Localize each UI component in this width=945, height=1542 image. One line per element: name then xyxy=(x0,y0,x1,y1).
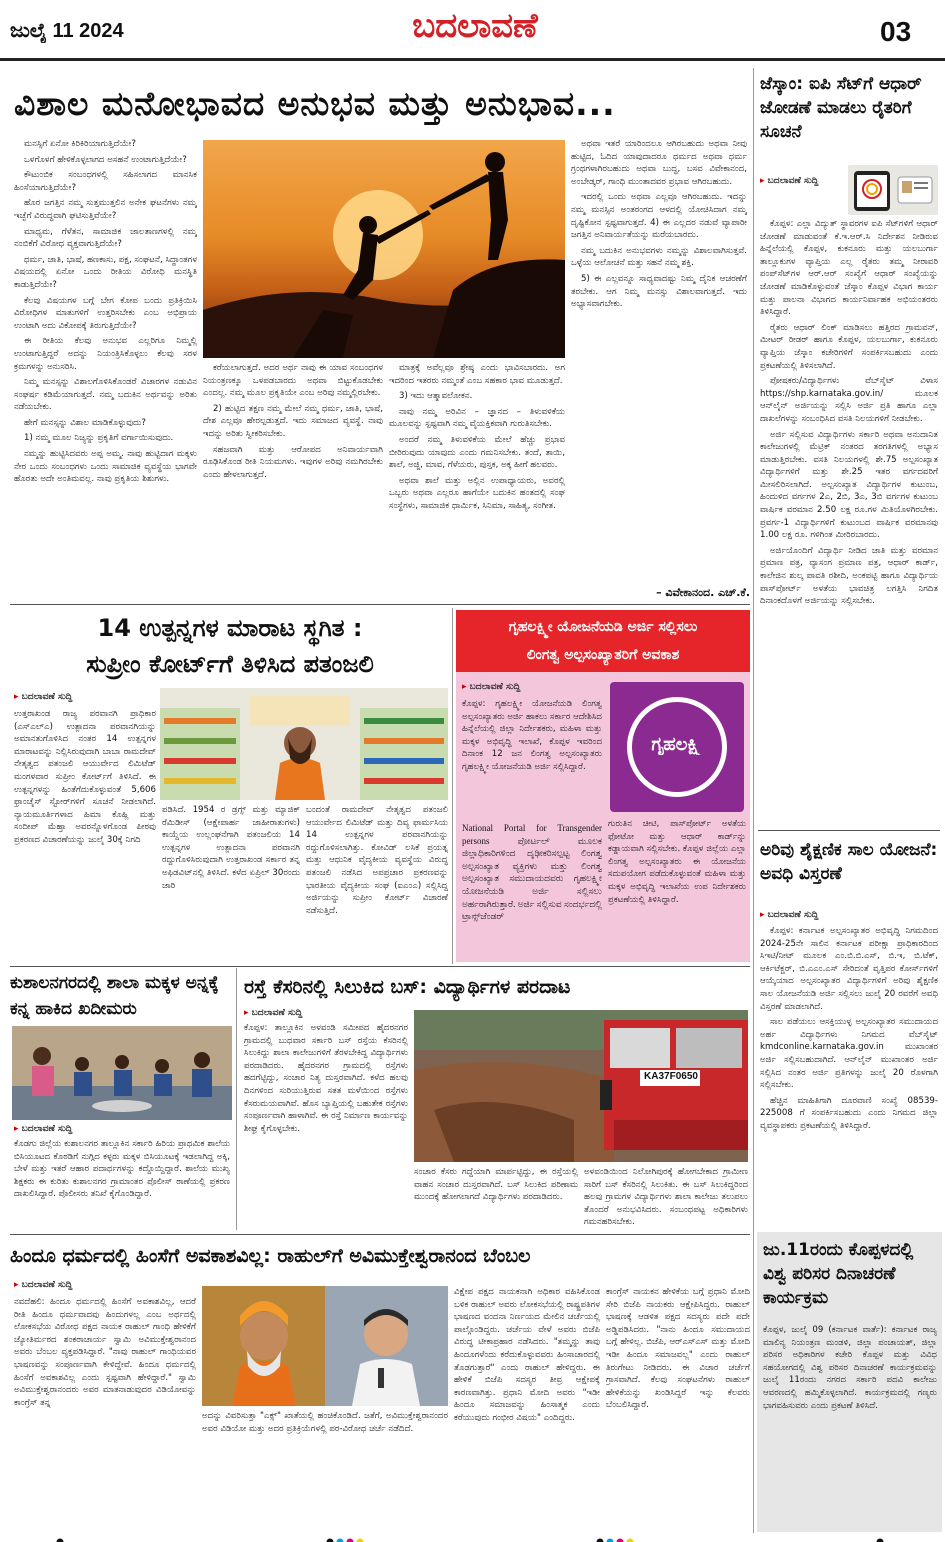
bus-byline: ▸ ಬದಲಾವಣೆ ಸುದ್ದಿ xyxy=(244,1008,394,1018)
bus-number-plate: KA37F0650 xyxy=(644,1071,698,1082)
bus-col1: ಕೊಪ್ಪಳ: ತಾಲ್ಲೂಕಿನ ಅಳವಂಡಿ ಸಮೀಪದ ಹೈದರನಗರ ಗ್ರಾಮದಲ್ಲಿ ಬುಧವಾರ ಸರ್ಕಾರಿ ಬಸ್ ರಸ್ತೆಯ ಕೆಸರಿನಲ್ಲಿ ಸಿಲುಕಿದ್ದು ಶಾಲಾ ಕಾಲೇಜುಗಳಿಗೆ ತೆರಳಬೇಕಿದ್ದ ವಿದ್ಯಾರ್ಥಿಗಳು ಪರದಾಡಿದರು. ಹೈದರನಗರ ಗ್ರಾಮದಲ್ಲಿ ರಸ್ತೆಗಳು ಹದಗೆಟ್ಟಿದ್ದು, ಸಂಚಾರ ನಿತ್ಯ ದುಸ್ತರವಾಗಿದೆ. ಕಳೆದ ಹಲವು ದಿನಗಳಿಂದ ಸುರಿಯುತ್ತಿರುವ ಸತತ ಮಳೆಯಿಂದ ರಸ್ತೆಗಳು ಕೆಸರುಮಯವಾಗಿವೆ. ಹೊಸ ಬ್ಯಾಪ್ತಿಯಲ್ಲಿ ಬಹುತೇಕ ರಸ್ತೆಗಳು ಸಂಪೂರ್ಣವಾಗಿ ಹಾಳಾಗಿವೆ. ಈ ರಸ್ತೆ ನಿರ್ಮಾಣ ಕಾರ್ಯವನ್ನು ಶೀಘ್ರ ಕೈಗೊಳ್ಳಬೇಕು. xyxy=(244,1023,408,1134)
bus-headline: ರಸ್ತೆ ಕೆಸರಿನಲ್ಲಿ ಸಿಲುಕಿದ ಬಸ್: ವಿದ್ಯಾರ್ಥಿಗಳ ಪರದಾಟ xyxy=(244,976,571,998)
rahul-col2: ವಿಕ್ಷೇಪ ಪಕ್ಷದ ನಾಯಕನಾಗಿ ಅಧಿಕಾರ ವಹಿಸಿಕೊಂಡ ಬಳಿಕ ರಾಹುಲ್ ಅವರು ಲೋಕಸಭೆಯಲ್ಲಿ ರಾಷ್ಟ್ರಪತಿಗಳ ಭಾಷಣದ ವಂದನಾ ನಿರ್ಣಯದ ಮೇಲಿನ ಚರ್ಚೆಯಲ್ಲಿ ಪಾಲ್ಗೊಂಡಿದ್ದರು. ಚರ್ಚೆಯ ವೇಳೆ ಅವರು ಬಿಜೆಪಿ ವಿರುದ್ಧ ಟೀಕಾಪ್ರಹಾರ ನಡೆಸಿದರು. "ತಮ್ಮನ್ನು ತಾವು ಹಿಂದೂಗಳೆಂದು ಕರೆದುಕೊಳ್ಳುವವರು ಹಿಂಸಾಚಾರದಲ್ಲಿ ತೊಡಗುತ್ತಾರೆ" ಎಂದು ರಾಹುಲ್ ಹೇಳಿದ್ದರು. ಈ ಹೇಳಿಕೆ ಬಿಜೆಪಿ ಸದಸ್ಯರ ತೀವ್ರ ಆಕ್ಷೇಪಕ್ಕೆ ಕಾರಣವಾಗಿತ್ತು. ಪ್ರಧಾನಿ ಮೋದಿ ಅವರು "ಇಡೀ ಹಿಂದೂ ಸಮಾಜವನ್ನು ಹಿಂಸಾತ್ಮಕ ಎಂದು ಕರೆಯುವುದು ಗಂಭೀರ ವಿಷಯ" ಎಂದಿದ್ದರು. xyxy=(454,1287,600,1423)
rahul-headline: ಹಿಂದೂ ಧರ್ಮದಲ್ಲಿ ಹಿಂಸೆಗೆ ಅವಕಾಶವಿಲ್ಲ: ರಾಹುಲ್‌ಗೆ ಅವಿಮುಕ್ತೇಶ್ವರಾನಂದ ಬೆಂಬಲ xyxy=(10,1245,531,1267)
masthead-rule xyxy=(0,58,945,61)
gruhalakshmi-banner: ಗೃಹಲಕ್ಷ್ಮೀ ಯೋಜನೆಯಡಿ ಅರ್ಜಿ ಸಲ್ಲಿಸಲು ಲಿಂಗತ್ವ ಅಲ್ಪಸಂಖ್ಯಾತರಿಗೆ ಅವಕಾಶ xyxy=(456,610,750,672)
column-rule-kushalnagar xyxy=(236,968,237,1230)
column-rule-patanjali xyxy=(452,608,453,964)
bus-photo xyxy=(414,1010,748,1162)
section-divider-1 xyxy=(10,604,750,605)
section-divider-3 xyxy=(10,1234,750,1235)
sidebar-divider-1 xyxy=(758,830,940,831)
masthead xyxy=(0,0,945,64)
kushalnagar-byline: ▸ ಬದಲಾವಣೆ ಸುದ್ದಿ xyxy=(14,1124,154,1134)
sidebar2-byline: ▸ ಬದಲಾವಣೆ ಸುದ್ದಿ xyxy=(760,910,910,920)
sidebar3-headline: ಜು.11ರಂದು ಕೊಪ್ಪಳದಲ್ಲಿ ವಿಶ್ವ ಪರಿಸರ ದಿನಾಚರಣೆ ಕಾರ್ಯಕ್ರಮ xyxy=(763,1240,914,1308)
sidebar1-headline: ಜೆಸ್ಕಾಂ: ಐಪಿ ಸೆಟ್‌ಗೆ ಆಧಾರ್ ಜೋಡಣೆ ಮಾಡಲು ರೈತರಿಗೆ ಸೂಚನೆ xyxy=(760,74,922,142)
bus-col2: ಸಂಚಾರ ಕೆಸರು ಗದ್ದೆಯಾಗಿ ಮಾರ್ಪಟ್ಟಿದ್ದು, ಈ ರಸ್ತೆಯಲ್ಲಿ ವಾಹನ ಸಂಚಾರ ದುಸ್ತರವಾಗಿದೆ. ಬಸ್ ಸಿಲುಕಿದ ಪರಿಣಾಮ ಮುಂದಕ್ಕೆ ಹೋಗಲಾಗದೆ ವಿದ್ಯಾರ್ಥಿಗಳು ಪರದಾಡಿದರು. xyxy=(414,1167,578,1203)
main-article-col1: ಮನಸ್ಸಿಗೆ ಏನೋ ಕಿರಿಕಿರಿಯಾಗುತ್ತಿದೆಯೇ? ಒಳಗೊಳಗೆ ಹೇಳಿಕೊಳ್ಳಲಾಗದ ಅಸಹನೆ ಉಂಟಾಗುತ್ತಿದೆಯೇ? ಕೌಟುಂಬಿಕ ಸಂಬಂಧಗಳಲ್ಲಿ ಸಹಿಸಲಾಗದ ಮಾನಸಿಕ ಹಿಂಸೆಯಾಗುತ್ತಿದೆಯೇ? ಹೊರ ಜಗತ್ತಿನ ನಮ್ಮ ಸುತ್ತಮುತ್ತಲಿನ ಅನೇಕ ಘಟನೆಗಳು ನಮ್ಮ ಇಚ್ಛೆಗೆ ವಿರುದ್ಧವಾಗಿ ಘಟಿಸುತ್ತಿವೆಯೇ? ಮಾಧ್ಯಮ, ಗೆಳೆತನ, ಸಾಮಾಜಿಕ ಜಾಲತಾಣಗಳಲ್ಲಿ ನಮ್ಮ ನಂಬಿಕೆಗೆ ವಿರೋಧ ವ್ಯಕ್ತವಾಗುತ್ತಿದೆಯೇ? ಧರ್ಮ, ಜಾತಿ, ಭಾಷೆ, ಹಣಕಾಸು, ಪಕ್ಷ, ಸಂಘಟನೆ, ಸಿದ್ಧಾಂತಗಳ ವಿಷಯದಲ್ಲಿ ಏನೋ ಒಂದು ರೀತಿಯ ವಿರೋಧಿ ಮನಸ್ಥಿತಿ ಕಾಡುತ್ತಿದೆಯೇ? ಕೆಲವು ವಿಷಯಗಳ ಬಗ್ಗೆ ಬೇಗ ಕೋಪ ಬಂದು ಪ್ರತಿಕ್ರಿಯಿಸಿ ವಿರೋಧಿಗಳ ಮಾತುಗಳಿಗೆ ಉತ್ತರಿಸಬೇಕು ಎಂಬ ಅಭಿಪ್ರಾಯ ಉಂಟಾಗಿ ಅದು ವಿಕೋಪಕ್ಕೆ ತಿರುಗುತ್ತಿದೆಯೇ? ಈ ರೀತಿಯ ಕೆಲವು ಅನುಭವ ಎಲ್ಲರಿಗೂ ನಿಮ್ಮಲ್ಲಿ ಉಂಟಾಗುತ್ತಿದ್ದರೆ ಅದನ್ನು ನಿಯಂತ್ರಿಸಿಕೊಳ್ಳಲು ಕೆಲವು ಸರಳ ಕ್ರಮಗಳನ್ನು ಅನುಸರಿಸಿ. ನಿಮ್ಮ ಮನಸ್ಸನ್ನು ವಿಶಾಲಗೊಳಿಸಿಕೊಂಡರೆ ವಿಚಾರಗಳ ನಡುವಿನ ಸಂಘರ್ಷ ಕಡಿಮೆಯಾಗುತ್ತದೆ. ನಮ್ಮ ಬದುಕಿನ ಅರ್ಥವನ್ನು ಅರಿತು ನಡೆಯಬೇಕು. ಹೇಗೆ ಮನಸ್ಸನ್ನು ವಿಶಾಲ ಮಾಡಿಕೊಳ್ಳುವುದು? 1) ನಮ್ಮ ಮೂಲ ನಿಜ್ಯನ್ನು ಪ್ರಕೃತಿಗೆ ವರ್ಗಾಯಿಸುವುದು. ನಮ್ಮನ್ನು ಹುಟ್ಟಿಸಿದವರು ಅಪ್ಪ ಅಮ್ಮ. ನಾವು ಹುಟ್ಟಿದಾಗ ಮಕ್ಕಳು ನೇರ ಒಂದು ಸಂಬಂಧಗಳು ಒಂದು ಸಾಮಾಜಿಕ ವ್ಯವಸ್ಥೆಯ ಭಾಗವೇ ಹೊರತು ಅದೇ ಅಂತಿಮವಲ್ಲ. ನಾವು ಪ್ರಕೃತಿಯ ಶಿಶುಗಳು. xyxy=(14,139,197,485)
gruhalakshmi-body2: National Portal for Transgender persons ಪೋರ್ಟಲ್ ಮೂಲಕ ಜಿಲ್ಲಾಧಿಕಾರಿಗಳಿಂದ ದೃಢೀಕರಿಸಲ್ಪಟ್ಟ ಲಿಂಗತ್ವ ಅಲ್ಪಸಂಖ್ಯಾತ ವ್ಯಕ್ತಿಗಳು ಮತ್ತು ಲಿಂಗತ್ವ ಅಲ್ಪಸಂಖ್ಯಾತ ಸಮುದಾಯದವರು ಗೃಹಲಕ್ಷ್ಮೀ ಯೋಜನೆಯಡಿ ಅರ್ಜಿ ಸಲ್ಲಿಸಲು ಅರ್ಹರಾಗಿರುತ್ತಾರೆ. ಅರ್ಜಿ ಸಲ್ಲಿಸುವ ಸಂದರ್ಭದಲ್ಲಿ ಟ್ರಾನ್ಸ್‌ಜೆಂಡರ್ xyxy=(462,823,602,922)
kushalnagar-body: ಕೊಡಗು ಜಿಲ್ಲೆಯ ಕುಶಾಲನಗರ ತಾಲ್ಲೂಕಿನ ಸರ್ಕಾರಿ ಹಿರಿಯ ಪ್ರಾಥಮಿಕ ಶಾಲೆಯ ಬಿಸಿಯೂಟದ ಕೊಠಡಿಗೆ ನುಗ್ಗಿದ ಕಳ್ಳರು ಮಕ್ಕಳ ಬಿಸಿಯೂಟಕ್ಕೆ ಇಡಲಾಗಿದ್ದ ಅಕ್ಕಿ, ಬೇಳೆ ಮತ್ತು ಇತರೆ ಆಹಾರ ಪದಾರ್ಥಗಳನ್ನು ಕದ್ದೊಯ್ದಿದ್ದಾರೆ. ಶಾಲೆಯ ಮುಖ್ಯ ಶಿಕ್ಷಕರು ಈ ಕುರಿತು ಕುಶಾಲನಗರ ಗ್ರಾಮಾಂತರ ಪೊಲೀಸ್ ಠಾಣೆಯಲ್ಲಿ ಪ್ರಕರಣ ದಾಖಲಿಸಿದ್ದಾರೆ. ಪೊಲೀಸರು ತನಿಖೆ ಕೈಗೊಂಡಿದ್ದಾರೆ. xyxy=(14,1139,230,1200)
main-article-col3: ಮಾತ್ರಕ್ಕೆ ಅವೆಲ್ಲವೂ ಶ್ರೇಷ್ಠ ಎಂದು ಭಾವಿಸಬಾರದು. ಅಗ ಇದರಿಂದ ಇತರರು ನಮ್ಮಂತೆ ಎಂಬ ಸಹಕಾರ ಭಾವ ಮೂಡುತ್ತದೆ. 3) ಇದು ಆತ್ಮಾವಲೋಕನ. ನಾವು ನಮ್ಮ ಅರಿವಿನ – ಜ್ಞಾನದ – ತಿಳುವಳಿಕೆಯ ಮೂಲವನ್ನು ಸ್ಪಷ್ಟವಾಗಿ ನಮ್ಮ ವೈಯಕ್ತಿಕವಾಗಿ ಗುರುತಿಸಬೇಕು. ಅಂದರೆ ನಮ್ಮ ತಿಳುವಳಿಕೆಯ ಮೇಲೆ ಹೆಚ್ಚು ಪ್ರಭಾವ ಬೀರಿರುವುದು ಯಾವುದು ಎಂದು ಗಮನಿಸಬೇಕು. ತಂದೆ, ತಾಯಿ, ಶಾಲೆ, ಅಜ್ಜಿ, ಮಾವ, ಗೆಳೆಯರು, ಪುಸ್ತಕ, ಅಕ್ಕ ಹೀಗೆ ಹಲವರು. ಅಥವಾ ಶಾಲೆ ಮತ್ತು ಅಲ್ಲಿನ ಉಪಾಧ್ಯಾಯರು, ಅವರಲ್ಲಿ ಒಬ್ಬರು ಅಥವಾ ಎಲ್ಲರೂ ಹಾಗೆಯೇ ಬದುಕಿನ ಹಂತದಲ್ಲಿ ಸಂಘ ಸಂಸ್ಥೆಗಳು, ಸಾಮಾಜಿಕ ಧಾರ್ಮಿಕ, ಸಿನಿಮಾ, ಸಾಹಿತ್ಯ, ಸಂಗೀತ. xyxy=(389,363,565,511)
sunset-silhouette-icon xyxy=(203,140,565,358)
sidebar3-body: ಕೊಪ್ಪಳ, ಜುಲೈ 09 (ಕರ್ನಾಟಕ ವಾರ್ತೆ): ಕರ್ನಾಟಕ ರಾಜ್ಯ ಮಾಲಿನ್ಯ ನಿಯಂತ್ರಣ ಮಂಡಳಿ, ಜಿಲ್ಲಾ ಪಂಚಾಯತ್, ಜಿಲ್ಲಾ ಪರಿಸರ ಅಧಿಕಾರಿಗಳ ಕಚೇರಿ ಕೊಪ್ಪಳ ಮತ್ತು ವಿವಿಧ ಸಹಯೋಗದಲ್ಲಿ ವಿಶ್ವ ಪರಿಸರ ದಿನಾಚರಣೆ ಕಾರ್ಯಕ್ರಮವನ್ನು ಜುಲೈ 11ರಂದು ನಗರದ ಸರ್ಕಾರಿ ಪದವಿ ಕಾಲೇಜು ಆವರಣದಲ್ಲಿ ಹಮ್ಮಿಕೊಳ್ಳಲಾಗಿದೆ. ಕಾರ್ಯಕ್ರಮದಲ್ಲಿ ಗಣ್ಯರು ಭಾಗವಹಿಸುವರು ಎಂದು ಪ್ರಕಟಣೆ ತಿಳಿಸಿದೆ. xyxy=(763,1325,937,1411)
sidebar1-body: ಕೊಪ್ಪಳ: ಎಲ್ಲಾ ವಿದ್ಯುತ್ ಸ್ಥಾವರಗಳ ಐಪಿ ಸೆಟ್‌ಗಳಿಗೆ ಆಧಾರ್ ಜೋಡಣೆ ಮಾಡುವಂತೆ ಕೆ.ಇ.ಆರ್.ಸಿ ನಿರ್ದೇಶನ ನೀಡಿರುವ ಹಿನ್ನೆಲೆಯಲ್ಲಿ ಕೊಪ್ಪಳ, ಕುಕನೂರು ಮತ್ತು ಯಲಬುರ್ಗಾ ತಾಲ್ಲೂಕುಗಳ ವ್ಯಾಪ್ತಿಯ ಎಲ್ಲ ರೈತರು ತಮ್ಮ ನೀರಾವರಿ ಪಂಪ್‌ಸೆಟ್‌ಗಳ ಆರ್.ಆರ್ ಸಂಖ್ಯೆಗೆ ಆಧಾರ್ ಸಂಖ್ಯೆಯನ್ನು ಜೋಡಣೆ ಮಾಡಿಕೊಳ್ಳುವಂತೆ ಜೆಸ್ಕಾಂ ಕೊಪ್ಪಳ ವಿಭಾಗ ಕಾರ್ಯ ಮತ್ತು ಪಾಲನಾ ವಿಭಾಗದ ಕಾರ್ಯನಿರ್ವಾಹಕ ಅಭಿಯಂತರರು ತಿಳಿಸಿದ್ದಾರೆ. ರೈತರು ಆಧಾರ್ ಲಿಂಕ್ ಮಾಡಿಸಲು ಹತ್ತಿರದ ಗ್ರಾಮವನ್, ಮೀಟರ್ ರೀಡರ್ ಹಾಗೂ ಕೊಪ್ಪಳ, ಯಲಬುರ್ಗಾ, ಕುಕನೂರು ವ್ಯಾಪ್ತಿಯ ಜೆಸ್ಕಾಂ ಕಚೇರಿಗಳಿಗೆ ಸಂಪರ್ಕಿಸಬಹುದು ಎಂದು ಪ್ರಕಟಣೆಯಲ್ಲಿ ತಿಳಿಸಲಾಗಿದೆ. ಪೋಷಕರು/ವಿದ್ಯಾರ್ಥಿಗಳು ವೆಬ್‌ಸೈಟ್ ವಿಳಾಸ https://shp.karnataka.gov.in/ ಮೂಲಕ ಆನ್‌ಲೈನ್ ಅರ್ಜಿಯನ್ನು ಸಲ್ಲಿಸಿ ಅರ್ಜಿ ಪ್ರತಿ ಹಾಗೂ ಎಲ್ಲಾ ದಾಖಲೆಗಳನ್ನು ಸಂಬಂಧಿಸಿದ ವಸತಿ ನಿಲಯಗಳಿಗೆ ನೀಡಬೇಕು. ಅರ್ಜಿ ಸಲ್ಲಿಸುವ ವಿದ್ಯಾರ್ಥಿಗಳು ಸರ್ಕಾರಿ ಅಥವಾ ಅನುದಾನಿತ ಕಾಲೇಜುಗಳಲ್ಲಿ ಮೆಟ್ರಿಕ್ ನಂತರದ ತರಗತಿಗಳಲ್ಲಿ ಅಭ್ಯಾಸ ಮಾಡುತ್ತಿರಬೇಕು. ವಸತಿ ನಿಲಯಗಳಲ್ಲಿ ಶೇ.75 ಅಲ್ಪಸಂಖ್ಯಾತ ವಿದ್ಯಾರ್ಥಿಗಳಿಗೆ ಮತ್ತು ಶೇ.25 ಇತರ ವರ್ಗದವರಿಗೆ ಮೀಸಲಿರಿಸಲಾಗಿದೆ. ಅಲ್ಪಸಂಖ್ಯಾತ ವಿದ್ಯಾರ್ಥಿಗಳ ಕುಟುಂಬ, ಹಿಂದುಳಿದ ವರ್ಗಗಳ 2ಎ, 2ಬಿ, 3ಎ, 3ಬಿ ವರ್ಗಗಳ ಕುಟುಂಬ ವಾರ್ಷಿಕ ವರಮಾನ 2.50 ಲಕ್ಷ ರೂ.ಗಳ ಮಿತಿಯೊಳಗಿರಬೇಕು. ಪ್ರವರ್ಗ-1 ವಿದ್ಯಾರ್ಥಿಗಳಿಗೆ ಕುಟುಂಬದ ವಾರ್ಷಿಕ ವರಮಾನವು 1.00 ಲಕ್ಷ ರೂ. ಗಳಿಗಿಂತ ಮೀರಿರಬಾರದು. ಅರ್ಜಿಯೊಂದಿಗೆ ವಿದ್ಯಾರ್ಥಿ ನೀಡಿದ ಜಾತಿ ಮತ್ತು ವರಮಾನ ಪ್ರಮಾಣ ಪತ್ರ, ವ್ಯಾಸಂಗ ಪ್ರಮಾಣ ಪತ್ರ, ಆಧಾರ್ ಕಾರ್ಡ್, ಕಾಲೇಜಿನ ಶುಲ್ಕ ಪಾವತಿ ರಶೀದಿ, ಅಂಕಪಟ್ಟಿ ಹಾಗೂ ವಿದ್ಯಾರ್ಥಿಯ ಪಾಸ್‌ಪೋರ್ಟ್ ಅಳತೆಯ ಭಾವಚಿತ್ರ ಲಗತ್ತಿಸಿ ನಿಗದಿತ ದಿನಾಂಕದೊಳಗೆ ಅರ್ಜಿಯನ್ನು ಸಲ್ಲಿಸಬೇಕು. xyxy=(760,219,938,607)
sidebar3-box xyxy=(757,1232,942,1532)
patanjali-byline: ▸ ಬದಲಾವಣೆ ಸುದ್ದಿ xyxy=(14,692,154,702)
main-article-signature: – ವಿವೇಕಾನಂದ. ಎಚ್.ಕೆ. xyxy=(656,586,750,599)
patanjali-store-photo xyxy=(160,688,448,800)
rahul-photo xyxy=(202,1286,448,1406)
main-article-photo xyxy=(203,140,565,358)
sidebar2-headline: ಅರಿವು ಶೈಕ್ಷಣಿಕ ಸಾಲ ಯೋಜನೆ: ಅವಧಿ ವಿಸ್ತರಣೆ xyxy=(760,840,938,884)
rahul-col1: ನವದೆಹಲಿ: ಹಿಂದೂ ಧರ್ಮದಲ್ಲಿ ಹಿಂಸೆಗೆ ಅವಕಾಶವಿಲ್ಲ, ಆದರೆ ರೀತಿ ಹಿಂದೂ ಧರ್ಮವಾದವು ಹಿಂದುಗಳಲ್ಲ ಎಂಬ ಅರ್ಥದಲ್ಲಿ ಲೋಕಸಭೆಯ ವಿರೋಧ ಪಕ್ಷದ ನಾಯಕ ರಾಹುಲ್ ಗಾಂಧಿ ಹೇಳಿಕೆಗೆ ಜ್ಯೋತಿರ್ಮಠದ ಶಂಕರಾಚಾರ್ಯ ಸ್ವಾಮಿ ಅವಿಮುಕ್ತೇಶ್ವರಾನಂದ ಅವರು ಬೆಂಬಲ ವ್ಯಕ್ತಪಡಿಸಿದ್ದಾರೆ. "ನಾವು ರಾಹುಲ್ ಗಾಂಧಿಯವರ ಭಾಷಣವನ್ನು ಸಂಪೂರ್ಣವಾಗಿ ಕೇಳಿದ್ದೇವೆ. ಹಿಂದೂ ಧರ್ಮದಲ್ಲಿ ಹಿಂಸೆಗೆ ಅವಕಾಶವಿಲ್ಲ ಎಂದು ಸ್ಪಷ್ಟವಾಗಿ ಹೇಳಿದ್ದಾರೆ." ಸ್ವಾಮಿ ಅವಿಮುಕ್ತೇಶ್ವರಾನಂದರು ಅವರ ಮಾತನಾಡುವುದರ ವಿಡಿಯೋವನ್ನು ಕಾಂಗ್ರೆಸ್ ತನ್ನ xyxy=(14,1297,196,1408)
gruhalakshmi-body3: ಗುರುತಿನ ಚೀಟಿ, ಪಾಸ್‌ಪೋರ್ಟ್ ಅಳತೆಯ ಫೋಟೋ ಮತ್ತು ಆಧಾರ್ ಕಾರ್ಡ್‌ನ್ನು ಕಡ್ಡಾಯವಾಗಿ ಸಲ್ಲಿಸಬೇಕು. ಕೊಪ್ಪಳ ಜಿಲ್ಲೆಯ ಎಲ್ಲಾ ಲಿಂಗತ್ವ ಅಲ್ಪಸಂಖ್ಯಾತರು ಈ ಯೋಜನೆಯ ಸದುಪಯೋಗ ಪಡೆದುಕೊಳ್ಳುವಂತೆ ಮಹಿಳಾ ಮತ್ತು ಮಕ್ಕಳ ಅಭಿವೃದ್ಧಿ ಇಲಾಖೆಯ ಉಪ ನಿರ್ದೇಶಕರು ಪ್ರಕಟಣೆಯಲ್ಲಿ ತಿಳಿಸಿದ್ದಾರೆ. xyxy=(608,819,746,905)
issue-date: ಜುಲೈ 11 2024 xyxy=(10,20,124,42)
section-divider-2 xyxy=(10,966,750,967)
store-shelves-icon xyxy=(160,688,448,800)
footer-strip xyxy=(0,1532,945,1542)
two-portraits-icon xyxy=(202,1286,448,1406)
bus-in-mud-icon xyxy=(414,1010,748,1162)
bus-col3: ಅಳವಂಡಿಯಿಂದ ನಿಲೋಗಿಪುರಕ್ಕೆ ಹೋಗಬೇಕಾದ ಗ್ರಾಮೀಣ ಸಾರಿಗೆ ಬಸ್ ಕೆಸರಿನಲ್ಲಿ ಸಿಲುಕಿತು. ಈ ಬಸ್ ಸಿಲುಕಿದ್ದರಿಂದ ಹಲವು ಗ್ರಾಮಗಳ ವಿದ್ಯಾರ್ಥಿಗಳು ಶಾಲಾ ಕಾಲೇಜು ತಲುಪಲು ತೊಂದರೆ ಅನುಭವಿಸಿದರು. ಸಂಬಂಧಪಟ್ಟ ಅಧಿಕಾರಿಗಳು ಗಮನಹರಿಸಬೇಕು. xyxy=(584,1167,748,1228)
patanjali-col3: ಬಂದಂತೆ ರಾಮದೇವ್ ನೇತೃತ್ವದ ಪತಂಜಲಿ ಆಯುರ್ವೇದ ಲಿಮಿಟೆಡ್ ಮತ್ತು ದಿವ್ಯ ಫಾರ್ಮಸಿಯ 14 ಉತ್ಪನ್ನಗಳ ಪರವಾನಗಿಯನ್ನು ರದ್ದುಗೊಳಿಸಲಾಗಿತ್ತು. ಕೋವಿಡ್ ಲಸಿಕೆ ಪ್ರಯತ್ನ ಮತ್ತು ಆಧುನಿಕ ವೈದ್ಯಕೀಯ ವ್ಯವಸ್ಥೆಯ ವಿರುದ್ಧ ಪತಂಜಲಿ ನಡೆಸಿದ ಅಪಪ್ರಚಾರ ಪ್ರಕರಣವನ್ನು ಭಾರತೀಯ ವೈದ್ಯಕೀಯ ಸಂಘ (ಐಎಂಎ) ಸಲ್ಲಿಸಿದ್ದ ಅರ್ಜಿಯನ್ನು ಸುಪ್ರೀಂ ಕೋರ್ಟ್ ವಿಚಾರಣೆ ನಡೆಸುತ್ತಿದೆ. xyxy=(306,805,448,916)
patanjali-headline: 14 ಉತ್ಪನ್ನಗಳ ಮಾರಾಟ ಸ್ಥಗಿತ : ಸುಪ್ರೀಂ ಕೋರ್ಟ್‌ಗೆ ತಿಳಿಸಿದ ಪತಂಜಲಿ xyxy=(86,614,374,678)
patanjali-col2: ಪಡಿಸಿದೆ. 1954 ರ ಡ್ರಗ್ಸ್ ಮತ್ತು ಮ್ಯಾಜಿಕ್ ರೆಮಿಡೀಸ್ (ಆಕ್ಷೇಪಾರ್ಹ ಜಾಹೀರಾತುಗಳು) ಕಾಯ್ದೆಯ ಉಲ್ಲಂಘನೆಗಾಗಿ ಪತಂಜಲಿಯ 14 ಉತ್ಪನ್ನಗಳ ಉತ್ಪಾದನಾ ಪರವಾನಗಿ ರದ್ದುಗೊಳಿಸಿರುವುದಾಗಿ ಉತ್ತರಾಖಂಡ ಸರ್ಕಾರ ತನ್ನ ಅಫಿಡವಿಟ್‌ನಲ್ಲಿ ತಿಳಿಸಿದೆ. ಕಳೆದ ಏಪ್ರಿಲ್ 30ರಂದು ಜಾರಿ xyxy=(162,805,300,891)
main-headline-text: ವಿಶಾಲ ಮನೋಭಾವದ ಅನುಭವ ಮತ್ತು ಅನುಭಾವ... xyxy=(14,84,616,123)
rahul-col3: ಕಾಂಗ್ರೆಸ್ ನಾಯಕನ ಹೇಳಿಕೆಯ ಬಗ್ಗೆ ಪ್ರಧಾನಿ ಮೋದಿ ಸೇರಿ ಬಿಜೆಪಿ ನಾಯಕರು ಆಕ್ಷೇಪಿಸಿದ್ದರು. ರಾಹುಲ್ ಭಾಷಣಕ್ಕೆ ಆಡಳಿತ ಪಕ್ಷದ ಸದಸ್ಯರು ಪದೇ ಪದೇ ಅಡ್ಡಿಪಡಿಸಿದರು. "ನಾನು ಹಿಂದೂ ಸಮುದಾಯದ ಬಗ್ಗೆ ಹೇಳಿಲ್ಲ. ಬಿಜೆಪಿ, ಆರ್‌ಎಸ್‌ಎಸ್ ಮತ್ತು ಮೋದಿ ಇಡೀ ಹಿಂದೂ ಸಮಾಜವಲ್ಲ" ಎಂದು ರಾಹುಲ್ ತಿರುಗೇಟು ನೀಡಿದರು. ಈ ವಿಚಾರ ಚರ್ಚೆಗೆ ಗ್ರಾಸವಾಗಿದೆ. ಕೆಲವು ಸಂಘಟನೆಗಳು ರಾಹುಲ್ ಹೇಳಿಕೆಯನ್ನು ಖಂಡಿಸಿದ್ದರೆ ಇನ್ನು ಕೆಲವರು ಬೆಂಬಲಿಸಿದ್ದಾರೆ. xyxy=(606,1287,750,1411)
masthead-title: ಬದಲಾವಣೆ xyxy=(412,6,538,46)
gruhalakshmi-body1: ಕೊಪ್ಪಳ: ಗೃಹಲಕ್ಷ್ಮೀ ಯೋಜನೆಯಡಿ ಲಿಂಗತ್ವ ಅಲ್ಪಸಂಖ್ಯಾತರು ಅರ್ಜಿ ಹಾಕಲು ಸರ್ಕಾರ ಆದೇಶಿಸಿದ ಹಿನ್ನೆಲೆಯಲ್ಲಿ ಜಿಲ್ಲಾ ನಿರ್ದೇಶಕರು, ಮಹಿಳಾ ಮತ್ತು ಮಕ್ಕಳ ಅಭಿವೃದ್ಧಿ ಇಲಾಖೆ, ಕೊಪ್ಪಳ ಇವರಿಂದ ದಿನಾಂಕ 12 ಜನ ಲಿಂಗತ್ವ ಅಲ್ಪಸಂಖ್ಯಾತರು ಗೃಹಲಕ್ಷ್ಮೀ ಯೋಜನೆಯಡಿ ಅರ್ಜಿ ಸಲ್ಲಿಸಿದ್ದಾರೆ. xyxy=(462,699,602,772)
sidebar-rule xyxy=(753,68,754,1533)
main-article-col2: ಕರೆಯಲಾಗುತ್ತದೆ. ಅದರ ಅರ್ಥ ನಾವು ಈ ಯಾವ ಸಂಬಂಧಗಳ ನಿಯಂತ್ರಣಕ್ಕೂ ಒಳಪಡಬಾರದು ಅಥವಾ ಬಿಟ್ಟುಕೊಡಬೇಕು ಎಂದಲ್ಲ. ನಮ್ಮ ಮೂಲ ಪ್ರಕೃತಿಯೇ ಎಂಬ ಅರಿವು ನಮ್ಮಲ್ಲಿರಬೇಕು. 2) ಹುಟ್ಟಿದ ತಕ್ಷಣ ನಮ್ಮ ಮೇಲೆ ನಮ್ಮ ಧರ್ಮ, ಜಾತಿ, ಭಾಷೆ, ದೇಶ ಎಲ್ಲವೂ ಹೇರಲ್ಪಡುತ್ತದೆ. ಇದು ಸಮಾಜದ ವ್ಯವಸ್ಥೆ. ನಾವು ಇದನ್ನು ಅರಿತು ಸ್ವೀಕರಿಸಬೇಕು. ಸಹಜವಾಗಿ ಮತ್ತು ಆರೋಪದ ಅನಿವಾರ್ಯವಾಗಿ ರೂಢಿಸಿಕೊಂಡ ರೀತಿ ನಿಯಮಗಳು. ಇವುಗಳ ಅರಿವು ನಮಗಿರಬೇಕು ಎಂದು ಹೇಳಲಾಗುತ್ತದೆ. xyxy=(203,363,383,480)
rahul-caption: ಅದನ್ನು ವಿವರಿಸುತ್ತಾ "ಎಕ್ಸ್" ಖಾತೆಯಲ್ಲಿ ಹಂಚಿಕೊಂಡಿದೆ. ಜತೆಗೆ, ಅವಿಮುಕ್ತೇಶ್ವರಾನಂದರ ಅವರ ವಿಡಿಯೋ ಮತ್ತು ಅದರ ಪ್ರತಿಕ್ರಿಯೆಗಳಲ್ಲಿ ಪರ-ವಿರೋಧ ಚರ್ಚೆ ನಡೆದಿದೆ. xyxy=(202,1411,448,1434)
gruhalakshmi-box xyxy=(456,610,750,962)
gruhalakshmi-logo-text: ಗೃಹಲಕ್ಷ್ಮಿ xyxy=(651,734,703,755)
sidebar1-byline: ▸ ಬದಲಾವಣೆ ಸುದ್ದಿ xyxy=(760,176,850,186)
main-headline xyxy=(14,74,744,134)
gruhalakshmi-logo xyxy=(610,682,744,812)
main-article-col4: ಅಥವಾ ಇತರೆ ಯಾರಿಂದಲೂ ಆಗಿರಬಹುದು ಅಥವಾ ನೀವು ಹುಟ್ಟಿದ, ಓದಿದ ಯಾವುದಾದರೂ ಧರ್ಮದ ಅಥವಾ ಧರ್ಮ ಗ್ರಂಥಗಳಾಗಿರಬಹುದು ಅಥವಾ ಬುದ್ಧ, ಬಸವ ವಿವೇಕಾನಂದ, ಅಂಬೇಡ್ಕರ್, ಗಾಂಧಿ ಮುಂತಾದವರ ಪ್ರಭಾವ ಆಗಿರಬಹುದು. ಇದರಲ್ಲಿ ಒಂದು ಅಥವಾ ಎಲ್ಲವೂ ಆಗಿರಬಹುದು. ಇದನ್ನು ನಮ್ಮ ಮನಸ್ಸಿನ ಅಂತರಂಗದ ಆಳದಲ್ಲಿ ಯೋಚಿಸಿದಾಗ ನಮ್ಮ ದೃಷ್ಟಿಕೋನ ಸ್ಪಷ್ಟವಾಗುತ್ತದೆ. 4) ಈ ಎಲ್ಲದರ ನಡುವೆ ವ್ಯಾಪಾರೀ ಜಗತ್ತಿನ ಅನಿವಾರ್ಯತೆಯನ್ನು ಮರೆಯಬಾರದು. ನಮ್ಮ ಬದುಕಿನ ಅನುಭವಗಳು ನಮ್ಮನ್ನು ವಿಶಾಲವಾಗಿಸುತ್ತವೆ. ಒಳ್ಳೆಯ ಆಲೋಚನೆ ಮತ್ತು ಸಹನೆ ನಮ್ಮ ಶಕ್ತಿ. 5) ಈ ಎಲ್ಲವನ್ನೂ ಸಾಧ್ಯವಾದಷ್ಟು ನಿಮ್ಮ ದೈನಿಕ ಆಚರಣೆಗೆ ತರಬೇಕು. ಆಗ ನಿಮ್ಮ ಮನಸ್ಸು ವಿಶಾಲವಾಗುತ್ತದೆ. ಇದು ಅಭ್ಯಾಸವಾಗಬೇಕು. xyxy=(571,139,747,310)
patanjali-col1: ಉತ್ತರಾಖಂಡ ರಾಜ್ಯ ಪರವಾನಗಿ ಪ್ರಾಧಿಕಾರ (ಎಸ್‌ಎಲ್‌ಎ) ಉತ್ಪಾದನಾ ಪರವಾನಗಿಯನ್ನು ಅಮಾನತುಗೊಳಿಸಿದ ನಂತರ 14 ಉತ್ಪನ್ನಗಳ ಮಾರಾಟವನ್ನು ನಿಲ್ಲಿಸಿರುವುದಾಗಿ ಬಾಬಾ ರಾಮದೇವ್ ನೇತೃತ್ವದ ಪತಂಜಲಿ ಆಯುರ್ವೇದ ಲಿಮಿಟೆಡ್ ಮಂಗಳವಾರ ಸುಪ್ರೀಂ ಕೋರ್ಟ್‌ಗೆ ತಿಳಿಸಿದೆ. ಈ ಉತ್ಪನ್ನಗಳನ್ನು ಹಿಂತೆಗೆದುಕೊಳ್ಳುವಂತೆ 5,606 ಫ್ರಾಂಚೈಸ್ ಸ್ಟೋರ್‌ಗಳಿಗೆ ಸೂಚನೆ ನೀಡಲಾಗಿದೆ. ನ್ಯಾಯಮೂರ್ತಿಗಳಾದ ಹಿಮಾ ಕೊಹ್ಲಿ ಮತ್ತು ಸಂದೀಪ್ ಮೆಹ್ತಾ ಅವರನ್ನೊಳಗೊಂಡ ಪೀಠವು ಪ್ರಕರಣದ ವಿಚಾರಣೆಯನ್ನು ಜುಲೈ 30ಕ್ಕೆ ನಿಗದಿ xyxy=(14,709,156,845)
kushalnagar-headline: ಕುಶಾಲನಗರದಲ್ಲಿ ಶಾಲಾ ಮಕ್ಕಳ ಅನ್ನಕ್ಕೆ ಕನ್ನ ಹಾಕಿದ ಖದೀಮರು xyxy=(10,973,219,1019)
gruhalakshmi-byline: ▸ ಬದಲಾವಣೆ ಸುದ್ದಿ xyxy=(462,682,602,692)
sidebar2-body: ಕೊಪ್ಪಳ: ಕರ್ನಾಟಕ ಅಲ್ಪಸಂಖ್ಯಾತರ ಅಭಿವೃದ್ಧಿ ನಿಗಮದಿಂದ 2024-25ನೇ ಸಾಲಿನ ಕರ್ನಾಟಕ ಪರೀಕ್ಷಾ ಪ್ರಾಧಿಕಾರದಿಂದ ಸಿಇಟಿ/ನೀಟ್ ಮೂಲಕ ಎಂ.ಬಿ.ಬಿ.ಎಸ್, ಬಿ.ಇ, ಬಿ.ಟೆಕ್, ಆರ್ಕಿಟೆಕ್ಚರ್, ಬಿ.ಎಎಂ.ಎಸ್ ಸೇರಿದಂತೆ ವೃತ್ತಿಪರ ಕೋರ್ಸ್‌ಗಳಿಗೆ ಆಯ್ಕೆಯಾದ ಅಲ್ಪಸಂಖ್ಯಾತರ ವಿದ್ಯಾರ್ಥಿಗಳಿಗೆ ಅರಿವು ಶೈಕ್ಷಣಿಕ ಸಾಲ ಯೋಜನೆಯಡಿ ಅರ್ಜಿ ಸಲ್ಲಿಸಲು ಜುಲೈ 20 ರವರೆಗೆ ಅವಧಿ ವಿಸ್ತರಣೆ ಮಾಡಲಾಗಿದೆ. ಸಾಲ ಪಡೆಯಲು ಆಸಕ್ತಿಯುಳ್ಳ ಅಲ್ಪಸಂಖ್ಯಾತರ ಸಮುದಾಯದ ಅರ್ಹ ವಿದ್ಯಾರ್ಥಿಗಳು ನಿಗಮದ ವೆಬ್‌ಸೈಟ್ kmdconline.karnataka.gov.in ಮುಖಾಂತರ ಅರ್ಜಿ ಸಲ್ಲಿಸಬಹುದಾಗಿದೆ. ಆನ್‌ಲೈನ್ ಮುಖಾಂತರ ಅರ್ಜಿ ಸಲ್ಲಿಸಿದ ನಂತರ ಅರ್ಜಿ ಪ್ರತಿಗಳನ್ನು ಜುಲೈ 20 ರೊಳಗಾಗಿ ಸಲ್ಲಿಸಬೇಕು. ಹೆಚ್ಚಿನ ಮಾಹಿತಿಗಾಗಿ ದೂರವಾಣಿ ಸಂಖ್ಯೆ 08539-225008 ಗೆ ಸಂಪರ್ಕಿಸಬಹುದು ಎಂದು ನಿಗಮದ ಜಿಲ್ಲಾ ವ್ಯವಸ್ಥಾಪಕರು ಪ್ರಕಟಣೆಯಲ್ಲಿ ತಿಳಿಸಿದ್ದಾರೆ. xyxy=(760,926,938,1131)
kushalnagar-photo xyxy=(12,1026,232,1120)
school-children-icon xyxy=(12,1026,232,1120)
rahul-byline: ▸ ಬದಲಾವಣೆ ಸುದ್ದಿ xyxy=(14,1280,164,1290)
registration-marks-icon xyxy=(0,1537,945,1542)
page-number: 03 xyxy=(880,16,912,47)
